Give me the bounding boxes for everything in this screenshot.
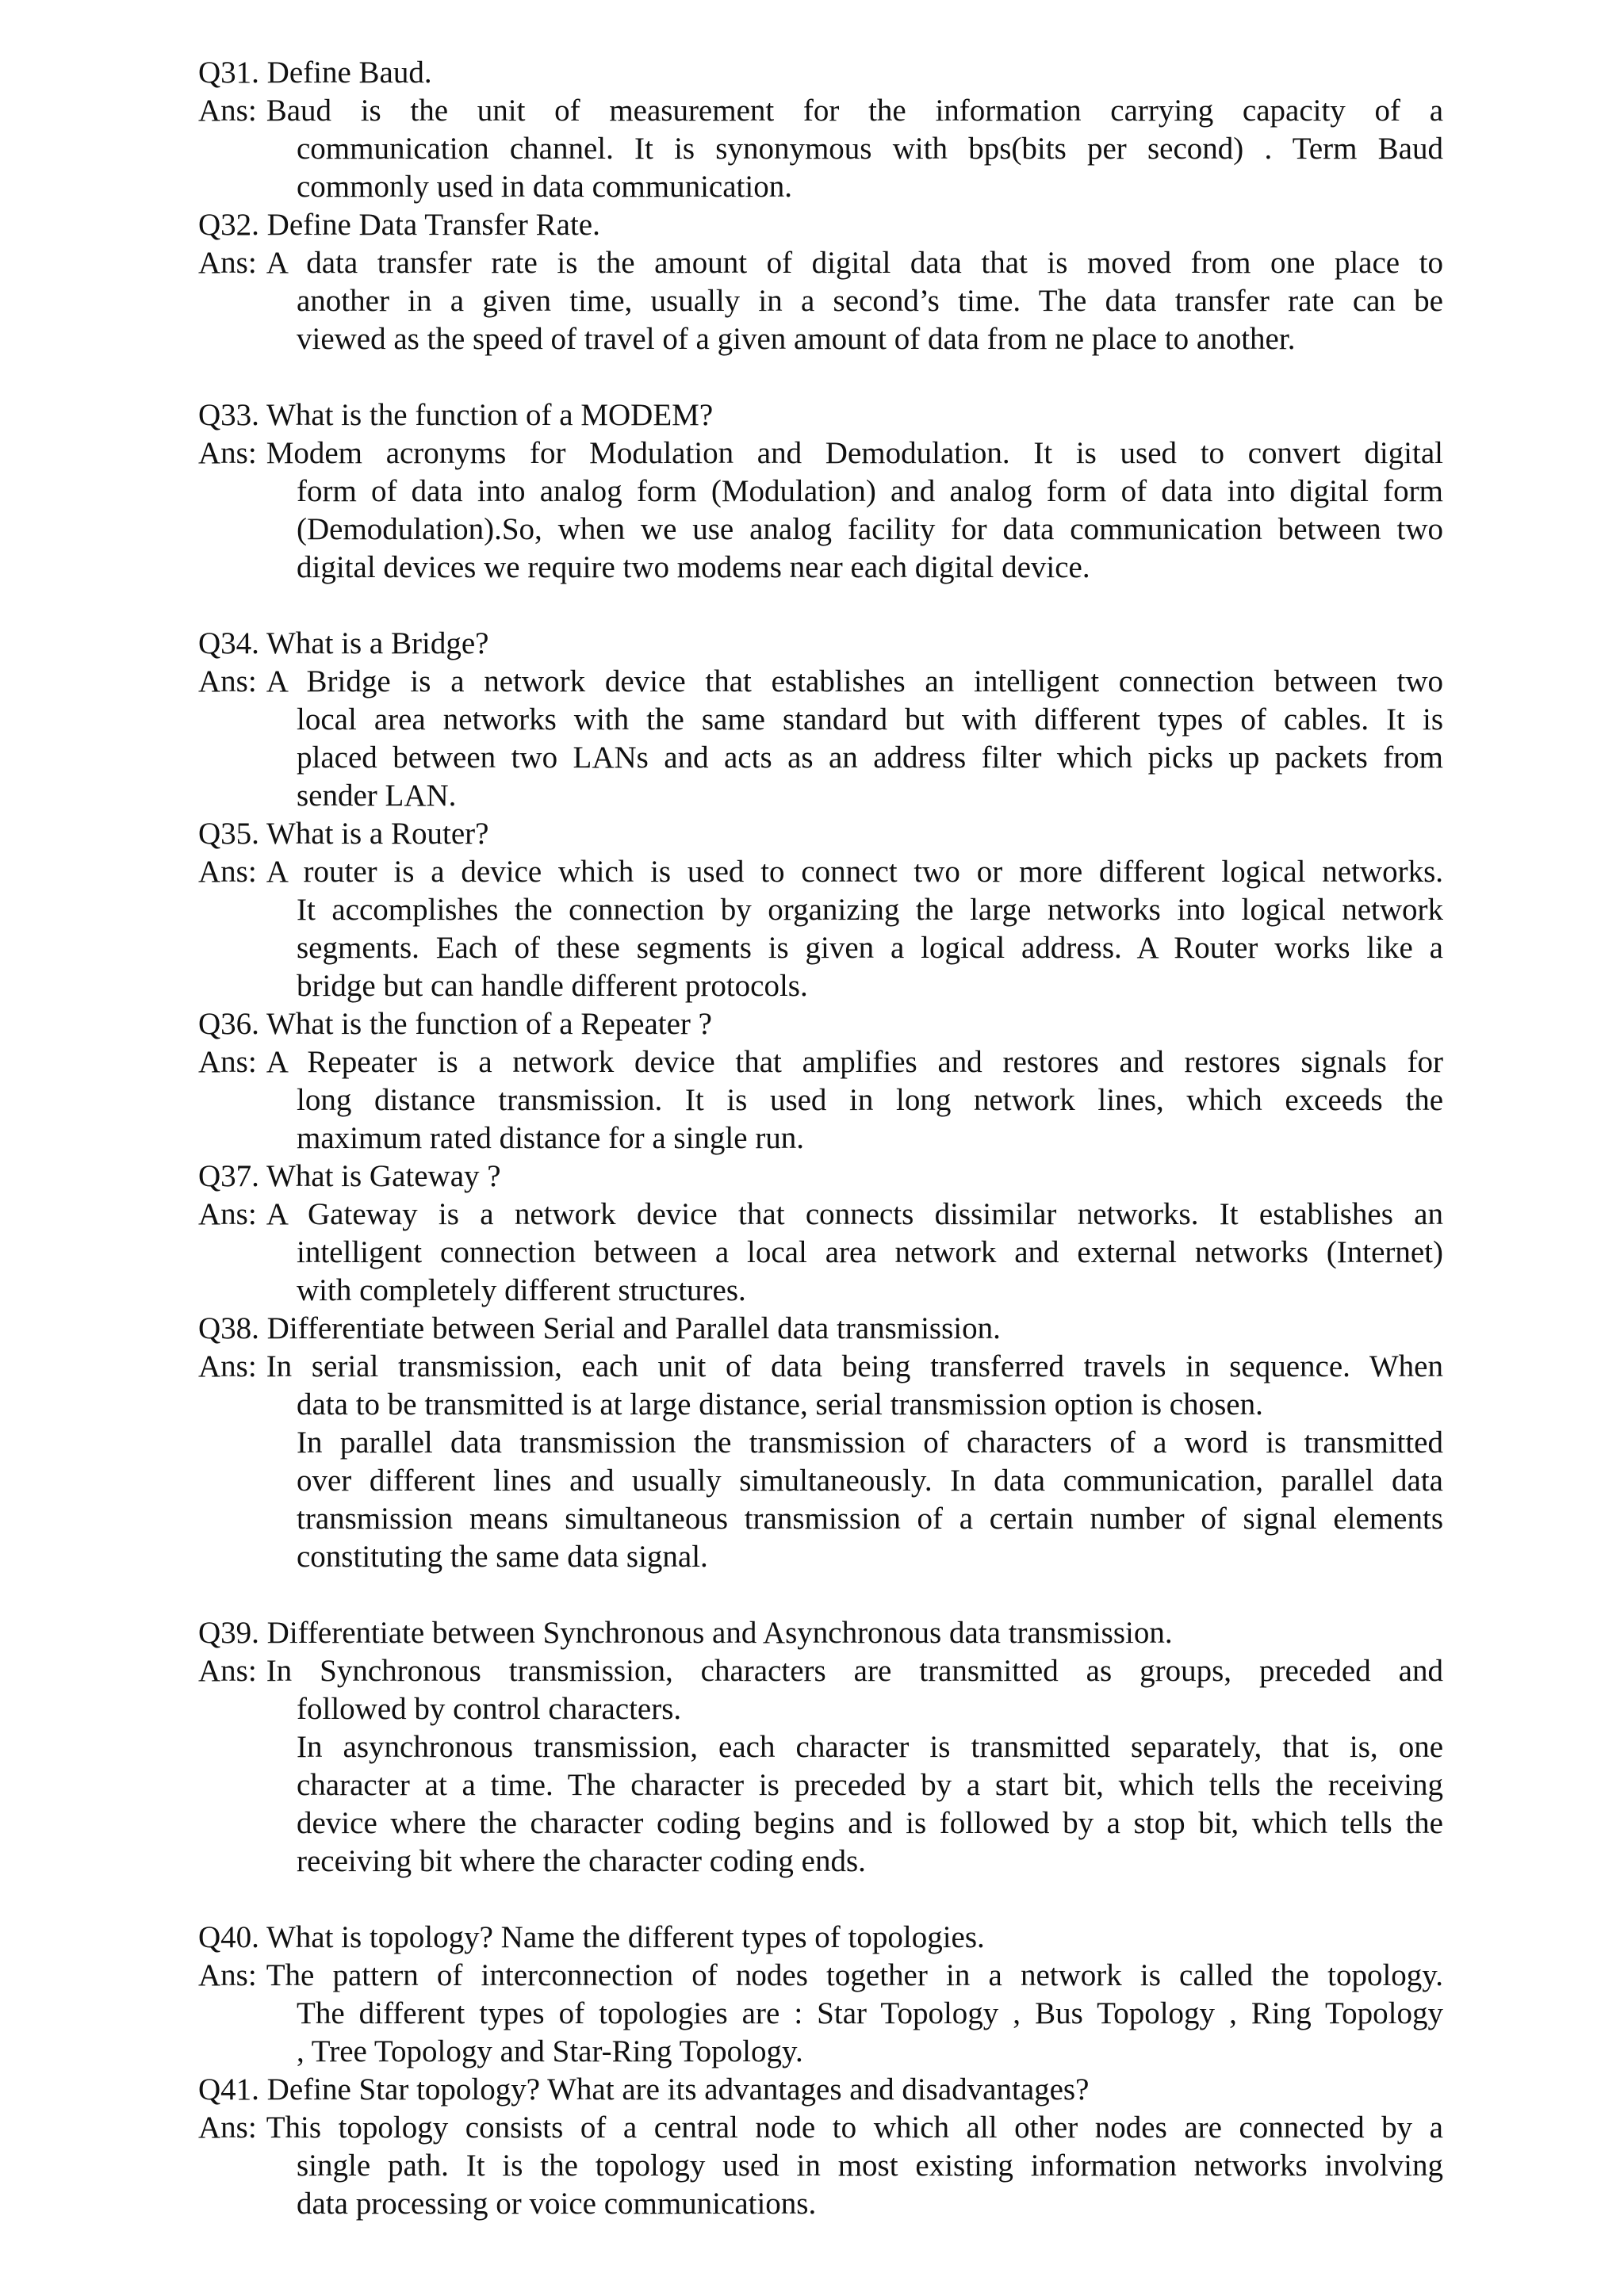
answer-37-first-line xyxy=(198,1196,1443,1234)
answer-31-line-3: commonly used in data communication. xyxy=(297,170,792,204)
answer-31-first-line xyxy=(198,92,1443,130)
question-41: Q41. Define Star topology? What are its advantages and disadvantages? xyxy=(198,2072,1090,2107)
question-38: Q38. Differentiate between Serial and Parallel data transmission. xyxy=(198,1311,1001,1345)
answer-39-line-5: device where the character coding begins and is followed by a stop bit, which tells the xyxy=(297,1806,1443,1840)
answer-34-first-line xyxy=(198,663,1443,701)
answer-37-line-3: with completely different structures. xyxy=(297,1273,746,1307)
answer-label: Ans: xyxy=(198,1349,257,1383)
answer-38-line-2: data to be transmitted is at large distance, serial transmission option is chosen. xyxy=(297,1387,1263,1422)
answer-text: Modem acronyms for Modulation and Demodulation. It is used to convert digital xyxy=(266,436,1443,470)
answer-38-line-3: In parallel data transmission the transmission of characters of a word is transmitted xyxy=(297,1425,1443,1460)
answer-32-first-line xyxy=(198,244,1443,282)
paragraph-spacer xyxy=(198,358,1443,396)
answer-text: A Gateway is a network device that connects dissimilar networks. It establishes an xyxy=(266,1197,1443,1231)
answer-34-line-2: local area networks with the same standard but with different types of cables. It is xyxy=(297,702,1443,737)
answer-36-line-2: long distance transmission. It is used in long network lines, which exceeds the xyxy=(297,1083,1443,1117)
answer-36-line-3: maximum rated distance for a single run. xyxy=(297,1121,805,1155)
question-36: Q36. What is the function of a Repeater ? xyxy=(198,1007,712,1041)
answer-label: Ans: xyxy=(198,94,257,128)
question-31: Q31. Define Baud. xyxy=(198,55,432,90)
question-35: Q35. What is a Router? xyxy=(198,817,489,851)
answer-33-line-4: digital devices we require two modems near each digital device. xyxy=(297,550,1090,584)
answer-text: In serial transmission, each unit of data being transferred travels in sequence. When xyxy=(266,1349,1443,1383)
answer-label: Ans: xyxy=(198,1654,257,1688)
answer-label: Ans: xyxy=(198,246,257,280)
answer-35-line-2: It accomplishes the connection by organizing the large networks into logical network xyxy=(297,893,1443,927)
answer-text: A router is a device which is used to connect two or more different logical networks. xyxy=(266,855,1443,889)
answer-label: Ans: xyxy=(198,2110,257,2145)
answer-label: Ans: xyxy=(198,855,257,889)
paragraph-spacer xyxy=(198,1881,1443,1919)
answer-32-line-3: viewed as the speed of travel of a given amount of data from ne place to another. xyxy=(297,322,1296,356)
answer-text: The pattern of interconnection of nodes together in a network is called the topology. xyxy=(266,1958,1443,1992)
question-39: Q39. Differentiate between Synchronous and Asynchronous data transmission. xyxy=(198,1616,1173,1650)
answer-34-line-3: placed between two LANs and acts as an address filter which picks up packets from xyxy=(297,740,1443,775)
question-33: Q33. What is the function of a MODEM? xyxy=(198,398,714,432)
answer-32-line-2: another in a given time, usually in a second’s time. The data transfer rate can be xyxy=(297,284,1443,318)
answer-label: Ans: xyxy=(198,1197,257,1231)
answer-39-line-4: character at a time. The character is preceded by a start bit, which tells the receiving xyxy=(297,1768,1443,1802)
answer-40-line-3: , Tree Topology and Star-Ring Topology. xyxy=(297,2034,803,2068)
answer-label: Ans: xyxy=(198,1958,257,1992)
answer-35-line-4: bridge but can handle different protocols. xyxy=(297,969,808,1003)
answer-label: Ans: xyxy=(198,436,257,470)
answer-39-first-line xyxy=(198,1652,1443,1690)
answer-38-line-4: over different lines and usually simultaneously. In data communication, parallel data xyxy=(297,1464,1443,1498)
answer-35-line-3: segments. Each of these segments is given a logical address. A Router works like a xyxy=(297,931,1443,965)
answer-text: In Synchronous transmission, characters are transmitted as groups, preceded and xyxy=(266,1654,1443,1688)
answer-33-first-line xyxy=(198,434,1443,473)
answer-36-first-line xyxy=(198,1043,1443,1081)
answer-39-line-2: followed by control characters. xyxy=(297,1692,682,1726)
paragraph-spacer xyxy=(198,587,1443,625)
answer-34-line-4: sender LAN. xyxy=(297,779,457,813)
answer-38-first-line xyxy=(198,1348,1443,1386)
answer-38-line-5: transmission means simultaneous transmission of a certain number of signal elements xyxy=(297,1502,1443,1536)
answer-40-line-2: The different types of topologies are : Star Topology , Bus Topology , Ring Topology xyxy=(297,1996,1443,2030)
answer-text: A Bridge is a network device that establishes an intelligent connection between two xyxy=(266,664,1443,698)
question-40: Q40. What is topology? Name the different types of topologies. xyxy=(198,1920,985,1954)
answer-text: A data transfer rate is the amount of digital data that is moved from one place to xyxy=(266,246,1443,280)
answer-text: Baud is the unit of measurement for the information carrying capacity of a xyxy=(266,94,1443,128)
answer-label: Ans: xyxy=(198,664,257,698)
answer-39-line-3: In asynchronous transmission, each character is transmitted separately, that is, one xyxy=(297,1730,1443,1764)
answer-31-line-2: communication channel. It is synonymous with bps(bits per second) . Term Baud xyxy=(297,132,1443,166)
answer-41-line-3: data processing or voice communications. xyxy=(297,2187,817,2221)
answer-41-first-line xyxy=(198,2109,1443,2147)
answer-39-line-6: receiving bit where the character coding ends. xyxy=(297,1844,866,1878)
answer-35-first-line xyxy=(198,853,1443,891)
document-page xyxy=(198,54,1443,2223)
answer-label: Ans: xyxy=(198,1045,257,1079)
answer-text: A Repeater is a network device that amplifies and restores and restores signals for xyxy=(266,1045,1443,1079)
answer-38-line-6: constituting the same data signal. xyxy=(297,1540,708,1574)
answer-40-first-line xyxy=(198,1957,1443,1995)
question-37: Q37. What is Gateway ? xyxy=(198,1159,501,1193)
question-32: Q32. Define Data Transfer Rate. xyxy=(198,208,600,242)
paragraph-spacer xyxy=(198,1576,1443,1614)
answer-text: This topology consists of a central node to which all other nodes are connected by a xyxy=(266,2110,1443,2145)
question-34: Q34. What is a Bridge? xyxy=(198,626,489,660)
answer-33-line-3: (Demodulation).So, when we use analog facility for data communication between two xyxy=(297,512,1443,546)
answer-41-line-2: single path. It is the topology used in most existing information networks involving xyxy=(297,2149,1443,2183)
answer-33-line-2: form of data into analog form (Modulation) and analog form of data into digital form xyxy=(297,474,1443,508)
answer-37-line-2: intelligent connection between a local area network and external networks (Internet) xyxy=(297,1235,1443,1269)
